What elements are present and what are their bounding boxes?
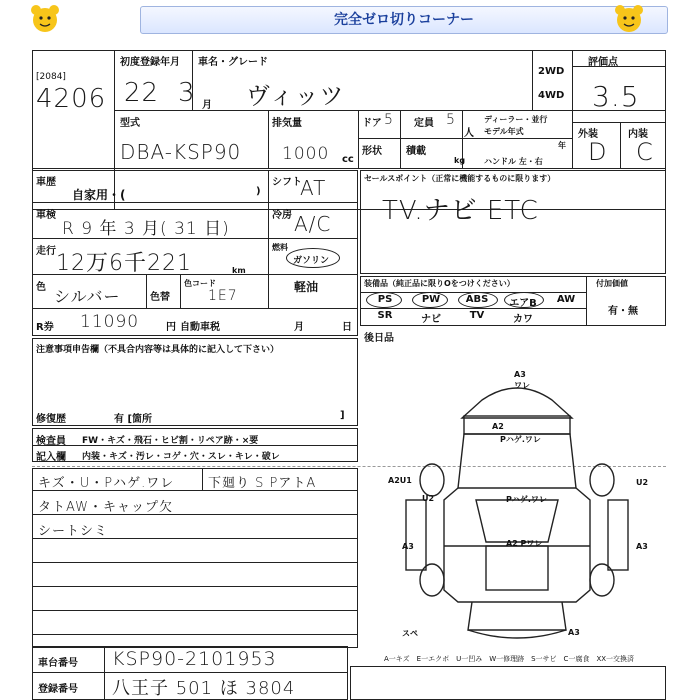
diag-label-a2-hood: A2 (492, 422, 504, 431)
diag-label-u2-left: U2 (422, 494, 435, 503)
tax-label: 自動車税 (180, 322, 220, 333)
fuel-circle (286, 248, 340, 268)
selling-points: TV.ナビ ETC (382, 196, 539, 226)
equip-ps: PS (377, 294, 393, 305)
equipment-label: 装備品（純正品に限りOをつけください） (364, 279, 515, 288)
equip-aw: AW (556, 294, 576, 305)
chassis-label: 車台番号 (38, 658, 78, 669)
score-value: 3.5 (592, 80, 640, 113)
repair-close: ] (340, 410, 345, 421)
mascot-icon (612, 2, 646, 36)
displacement-value: 1000 (282, 144, 330, 164)
diag-label-hood-note: Pハゲ.ワレ (500, 435, 541, 444)
wd4-label: 4WD (538, 90, 565, 101)
record-label: 記入欄 (36, 452, 66, 463)
damage-legend: A一キズ E一エクボ U一凹み W一修理跡 S一サビ C一腐食 XX一交換済 (384, 655, 635, 663)
exterior-label: 外装 (578, 129, 598, 140)
yen-unit: 円 (166, 322, 176, 333)
remark-line-2: タトAW・キャップ欠 (38, 500, 174, 515)
capacity-label: 定員 (414, 118, 434, 129)
equip-leather: カワ (513, 314, 533, 325)
shift-label: シフト (272, 177, 302, 188)
remark-line-1: キズ・U・Pハゲ.ワレ (38, 476, 175, 491)
lot-code: [2084] (36, 72, 66, 82)
equip-tv: TV (469, 310, 485, 321)
equip-airbag: エアB (509, 298, 537, 309)
diag-label-crack-top: ワレ (514, 381, 530, 390)
fuel-gasoline: ガソリン (293, 256, 330, 266)
equip-pw: PW (421, 294, 441, 305)
diag-label-a3-right: A3 (636, 542, 648, 551)
interior-label: 内装 (628, 129, 648, 140)
year-unit: 年 (558, 141, 566, 150)
misc-label: 後日品 (364, 333, 394, 344)
class-value: 自家用・( (72, 188, 126, 202)
plate-label: 登録番号 (38, 684, 78, 695)
reg-year: 22 (124, 78, 160, 108)
top-banner (0, 0, 700, 36)
repair-label: 修復歴 (36, 414, 66, 425)
cc-unit: cc (342, 154, 354, 165)
wd2-label: 2WD (538, 66, 565, 77)
chassis-value: KSP90-2101953 (112, 648, 277, 670)
load-label: 積載 (406, 146, 426, 157)
selling-label: セールスポイント（正常に機能するものに限ります） (364, 174, 556, 183)
recycle-value: 11090 (80, 312, 140, 332)
exterior-grade: D (588, 138, 608, 166)
car-damage-diagram (372, 370, 662, 650)
shift-value: AT (300, 176, 327, 200)
door-value: 5 (384, 112, 394, 128)
color-label: 色 (36, 282, 46, 293)
diag-label-a3-bottom: A3 (568, 628, 580, 637)
front-bumper-outline (462, 388, 572, 418)
banner-title: 完全ゼロ切りコーナー (140, 6, 668, 34)
fuel-light-oil: 軽油 (294, 280, 319, 294)
diag-label-a2-rear: A2 Pワレ (506, 539, 543, 548)
km-unit: km (232, 266, 246, 275)
capacity-unit: 人 (464, 128, 474, 139)
remarks-block (32, 468, 358, 648)
notes-title: 注意事項申告欄（不具合内容等は具体的に記入して下さい） (36, 345, 280, 355)
month-unit: 月 (202, 100, 212, 111)
ac-label: 冷房 (272, 210, 292, 221)
footer-right-block (350, 666, 666, 700)
equip-navi: ナビ (421, 314, 441, 325)
kg-unit: kg (454, 156, 466, 165)
diag-label-a2u1: A2U1 (388, 476, 412, 485)
tax-month: 月 (294, 322, 304, 333)
assess-label: 付加価値 (596, 279, 628, 288)
record-items: 内装・キズ・汚レ・コゲ・穴・スレ・キレ・破レ (82, 452, 280, 462)
color-value: シルバー (54, 287, 121, 306)
dealer-label: ディーラー・並行 (484, 115, 548, 124)
diag-label-u2-right: U2 (636, 478, 649, 487)
model-label: 型式 (120, 118, 140, 129)
fuel-label: 燃料 (272, 243, 288, 252)
equip-abs: ABS (465, 294, 489, 305)
handle-label: ハンドル 左・右 (484, 157, 543, 166)
color-code-value: 1E7 (208, 288, 238, 304)
door-label: ドア (362, 118, 382, 129)
ac-value: A/C (294, 212, 332, 236)
tax-day: 日 (342, 322, 352, 333)
mileage-value: 12万6千221 (56, 251, 192, 276)
mileage-label: 走行 (36, 246, 56, 257)
first-reg-label: 初度登録年月 (120, 57, 180, 68)
inspector-label: 検査員 (36, 436, 66, 447)
inspector-items: FW・キズ・飛石・ヒビ割・リペア跡・×要 (82, 436, 259, 446)
shape-label: 形状 (362, 146, 382, 157)
model-value: DBA-KSP90 (120, 140, 242, 164)
car-name: ヴィッツ (246, 82, 345, 110)
lot-number: 4206 (36, 84, 107, 114)
assess-value: 有・無 (608, 306, 638, 317)
equip-sr: SR (377, 310, 393, 321)
interior-grade: C (636, 138, 654, 166)
capacity-value: 5 (446, 112, 456, 128)
score-label: 評価点 (588, 57, 618, 68)
car-name-label: 車名・グレード (198, 57, 268, 68)
class-label: 車歴 (36, 177, 56, 188)
model-year-label: モデル年式 (484, 127, 524, 136)
inspection-value: R 9 年 3 月( 31 日) (62, 219, 230, 239)
diag-label-roof: Pハゲ.ワレ (506, 495, 547, 504)
class-close: ) (256, 186, 261, 197)
diag-label-spare: スペ (402, 629, 418, 638)
recycle-label: R券 (36, 322, 54, 333)
diag-label-a3-top: A3 (514, 370, 526, 379)
displacement-label: 排気量 (272, 118, 302, 129)
plate-value: 八王子 501 ほ 3804 (112, 678, 296, 699)
diag-label-a3-left: A3 (402, 542, 414, 551)
inspection-label: 車検 (36, 210, 56, 221)
color2-label: 色替 (150, 292, 170, 303)
reg-month: 3 (178, 78, 196, 108)
remark-line-3: シートシミ (38, 524, 109, 539)
under-note: 下廻り S PアトA (208, 476, 317, 491)
mascot-icon (28, 2, 62, 36)
auction-sheet (32, 40, 666, 700)
color-code-label: 色コード (184, 279, 216, 288)
repair-value: 有 [箇所 (114, 414, 153, 425)
